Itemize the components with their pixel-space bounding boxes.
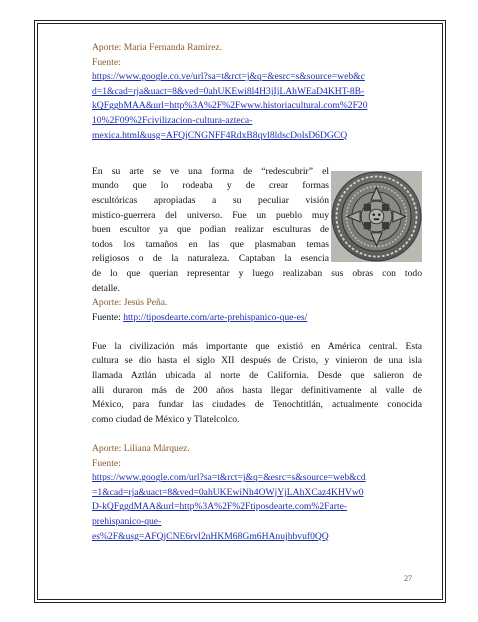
paragraph-line: mistico-guerrera del universo. Fue un pueblo muy (92, 209, 329, 221)
source-link-2[interactable]: http://tiposdearte.com/arte-prehispanico-que-es/ (123, 311, 308, 323)
source-label-3: Fuente: (92, 457, 121, 469)
source-label-2: Fuente: (92, 311, 124, 323)
history-paragraph (92, 340, 422, 428)
source-link-1-line-5[interactable]: mexica.html&usg=AFQjCNGNFF4RdxB8qvl8ldscDolsD6DGCQ (92, 129, 348, 141)
source-link-3-line-2[interactable]: =1&cad=rja&uact=8&ved=0ahUKEwiNh4OWjYjLAhXCaz4KHVw0 (92, 486, 364, 498)
page-number: 27 (404, 574, 412, 583)
source-link-1-line-4[interactable]: 10%2F09%2Fcivilizacion-cultura-azteca- (92, 114, 253, 126)
source-line-2 (92, 311, 422, 326)
paragraph-line: cultura se dio hasta el siglo XII después de Cristo, y vinieron de una isla (92, 355, 422, 367)
paragraph-line: como ciudad de México y Tlatelcolco. (92, 413, 240, 425)
author-line-3: Aporte: Liliana Márquez. (92, 443, 190, 455)
paragraph-line: detalle. (92, 282, 120, 294)
paragraph-line: escultóricas apropiadas a su peculiar visión (92, 194, 329, 206)
author-line-2: Aporte: Jesús Peña. (92, 297, 168, 309)
paragraph-line: México, para fundar las ciudades de Tenochtitlán, actualmente conocida (92, 399, 422, 411)
paragraph-line: llamada Aztlán ubicada al norte de California. Desde que salieron de (92, 370, 422, 382)
art-paragraph-block (92, 165, 422, 296)
source-link-3-line-1[interactable]: https://www.google.com/url?sa=t&rct=j&q=&esrc=s&source=web&cd (92, 472, 366, 484)
source-link-3-line-4[interactable]: prehispanico-que- (92, 516, 162, 527)
paragraph-line: En su arte se ve una forma de “redescubrir” el (92, 165, 329, 177)
source-label-1: Fuente: (92, 56, 121, 68)
paragraph-line: buen escultor ya que podian realizar esculturas de (92, 224, 329, 236)
paragraph-line: alli duraron más de 200 años hasta llegar definitivamente al valle de (92, 384, 422, 396)
paragraph-line: de lo que querian representar y luego realizaban sus obras con todo (92, 267, 422, 279)
paragraph-line: mundo que lo rodeaba y de crear formas (92, 180, 329, 192)
source-link-3-line-3[interactable]: D-kQFggdMAA&url=http%3A%2F%2Ftiposdearte.com%2Farte- (92, 501, 348, 513)
document-content (92, 41, 422, 544)
paragraph-line: religiosos o de la naturaleza. Captaban la esencia (92, 253, 329, 265)
source-link-1-line-1[interactable]: https://www.google.co.ve/url?sa=t&rct=j&q=&esrc=s&source=web&c (92, 71, 365, 83)
author-line-1: Aporte: Maria Fernanda Ramirez. (92, 42, 222, 53)
source-link-1-line-3[interactable]: kQFggbMAA&url=http%3A%2F%2Fwww.historiacultural.com%2F20 (92, 100, 368, 112)
source-link-1-line-2[interactable]: d=1&cad=rja&uact=8&ved=0ahUKEwi8l4H3jIjLAhWEaD4KHT-8B- (92, 85, 365, 97)
paragraph-line: Fue la civilización más importante que existió en América central. Esta (92, 340, 422, 352)
paragraph-line: todos los tamaños en las que plasmaban temas (92, 238, 329, 250)
aztec-sun-stone-image (331, 171, 422, 262)
source-link-3-line-5[interactable]: es%2F&usg=AFQjCNE6rvl2nHKM68Gm6HAnujhbvuf0QQ (92, 530, 329, 542)
